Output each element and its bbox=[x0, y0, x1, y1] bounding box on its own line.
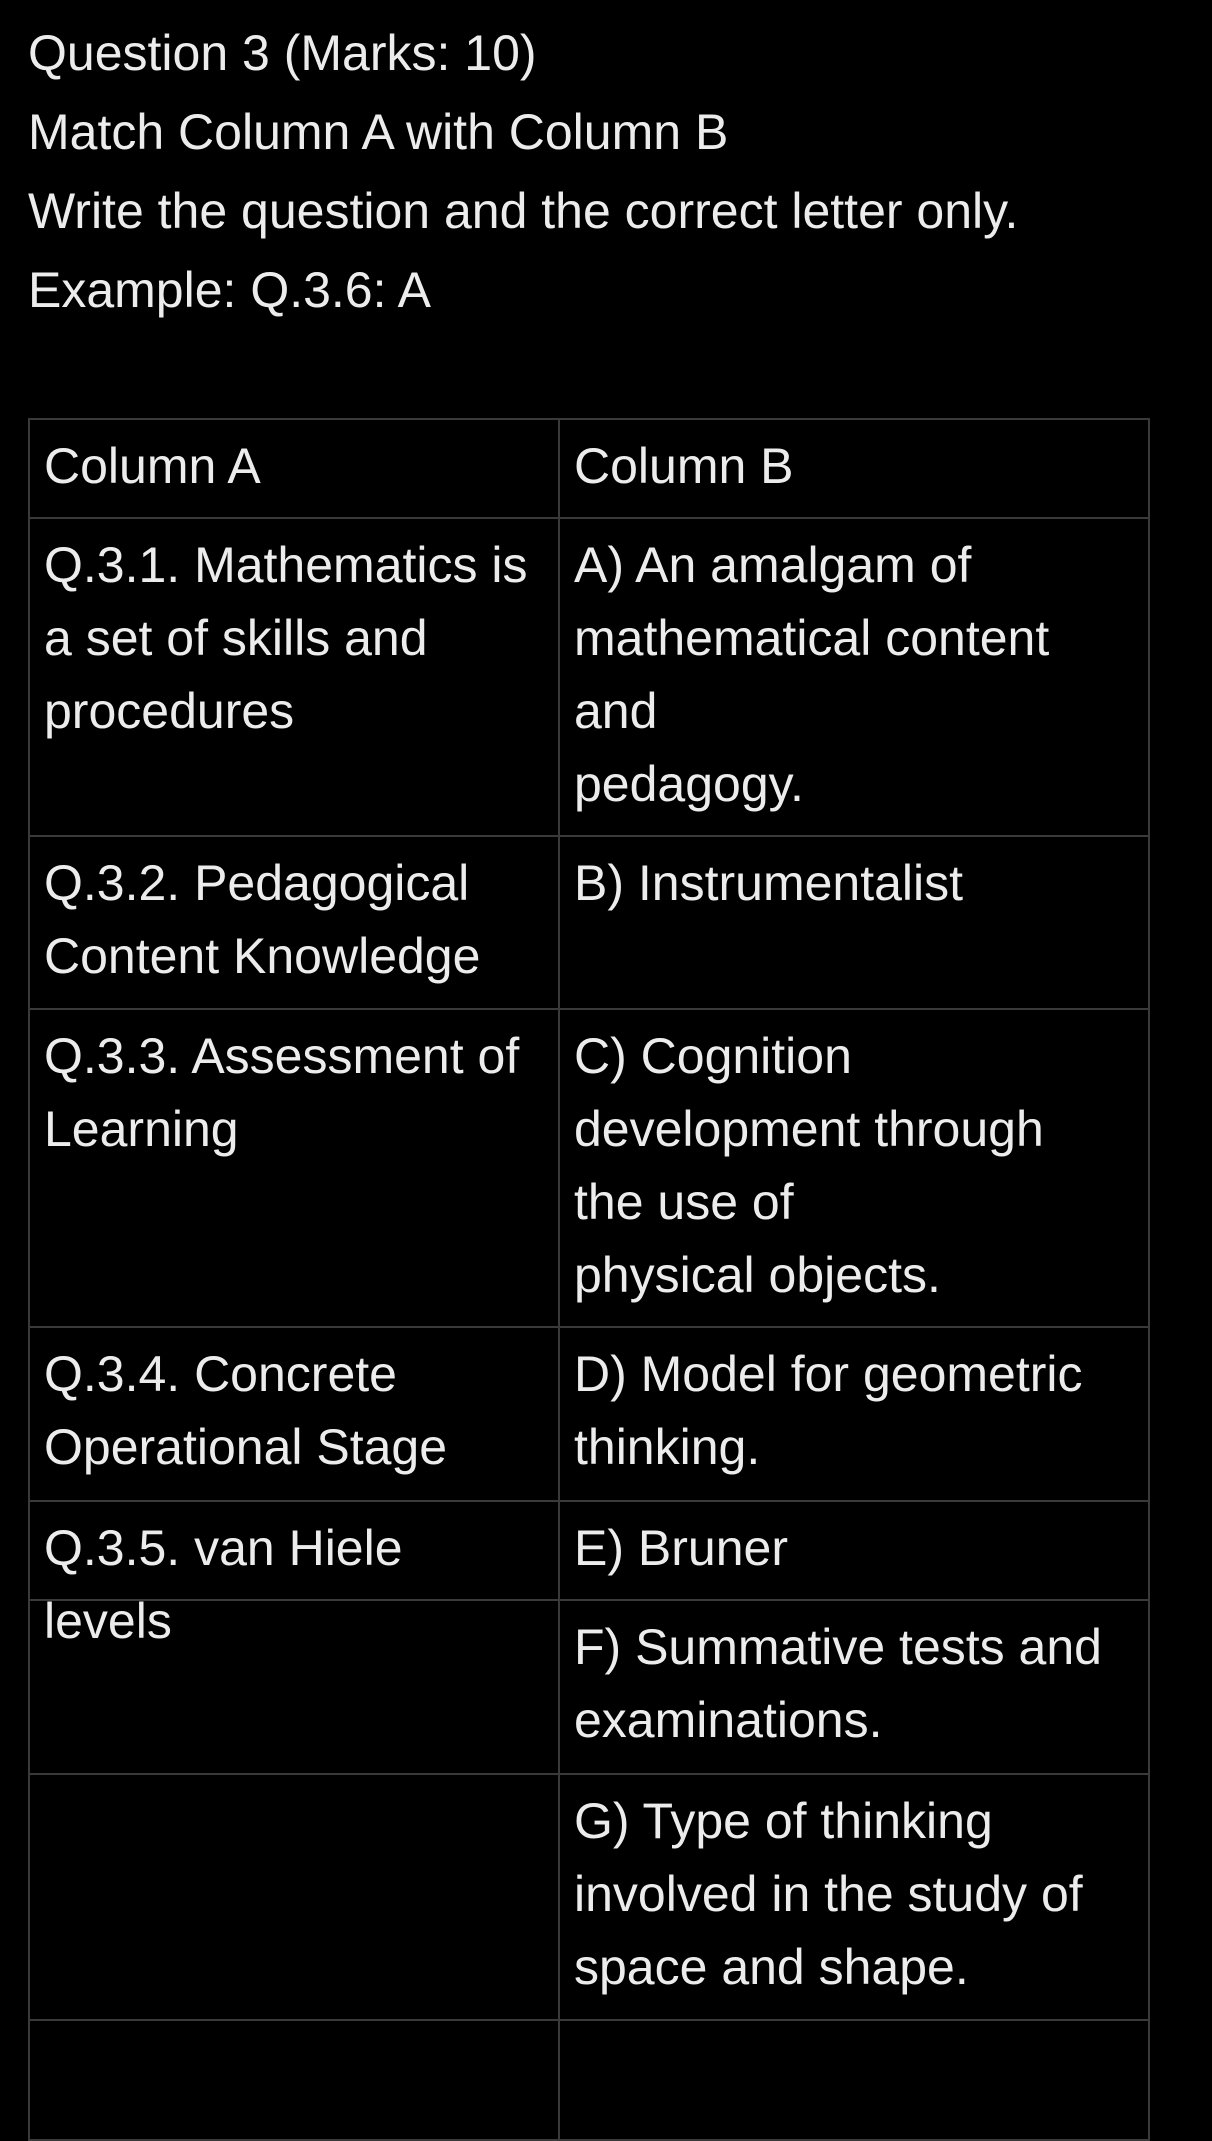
column-a-cell bbox=[30, 1775, 560, 2021]
table-row bbox=[30, 1502, 1150, 1649]
column-a-cell: Q.3.3. Assessment of Learning bbox=[30, 1010, 560, 1328]
column-a-cell: Q.3.5. van Hiele levels bbox=[30, 1502, 560, 1601]
column-a-cell: Q.3.1. Mathematics is a set of skills and procedures bbox=[30, 519, 560, 837]
column-a-cell: Q.3.4. Concrete Operational Stage bbox=[30, 1328, 560, 1502]
matching-table bbox=[28, 418, 1150, 2141]
table-header-row bbox=[30, 420, 1150, 519]
table-row bbox=[30, 519, 1150, 837]
table-row bbox=[30, 1010, 1150, 1328]
question-title: Question 3 (Marks: 10) bbox=[28, 25, 537, 81]
table-row bbox=[30, 837, 1150, 1010]
column-a-cell bbox=[30, 2021, 560, 2141]
column-b-cell: B) Instrumentalist bbox=[560, 837, 1150, 1010]
column-a-cell bbox=[30, 1601, 560, 1775]
table-row bbox=[30, 1775, 1150, 2021]
table-row bbox=[30, 2021, 1150, 2141]
column-b-cell: A) An amalgam of mathematical content and pedagogy. bbox=[560, 519, 1150, 837]
column-b-header: Column B bbox=[560, 420, 1150, 519]
column-a-cell: Q.3.2. Pedagogical Content Knowledge bbox=[30, 837, 560, 1010]
example-answer: Example: Q.3.6: A bbox=[28, 262, 431, 318]
column-b-cell: G) Type of thinking involved in the study of space and shape. bbox=[560, 1775, 1150, 2021]
table-row bbox=[30, 1328, 1150, 1502]
question-header bbox=[28, 14, 1188, 330]
instruction-write: Write the question and the correct letter only. bbox=[28, 183, 1019, 239]
instruction-match: Match Column A with Column B bbox=[28, 104, 729, 160]
column-a-header: Column A bbox=[30, 420, 560, 519]
column-b-cell: F) Summative tests and examinations. bbox=[560, 1601, 1150, 1775]
column-b-cell: D) Model for geometric thinking. bbox=[560, 1328, 1150, 1502]
column-b-cell bbox=[560, 2021, 1150, 2141]
column-b-cell: E) Bruner bbox=[560, 1502, 1150, 1601]
table-row bbox=[30, 1601, 1150, 1775]
column-b-cell: C) Cognition development through the use of physical objects. bbox=[560, 1010, 1150, 1328]
